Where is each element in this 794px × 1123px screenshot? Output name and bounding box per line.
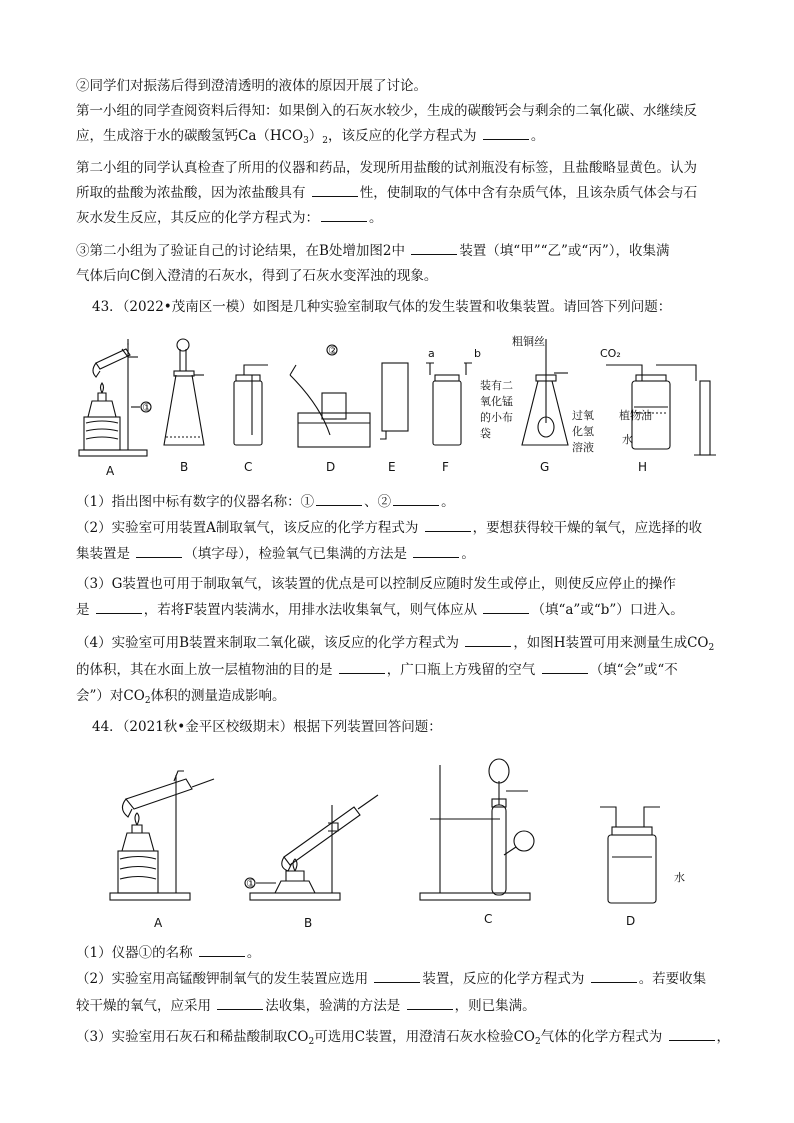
apparatus-E <box>380 363 408 439</box>
apparatus-44-A <box>110 771 214 900</box>
text-line: （2）实验室用高锰酸钾制氧气的发生装置应选用 装置，反应的化学方程式为 。若要收集 <box>76 971 707 987</box>
apparatus-44-B <box>245 795 378 900</box>
apparatus-44-D <box>600 807 660 903</box>
text-line: （3）G装置也可用于制取氧气，该装置的优点是可以控制反应随时发生或停止，则使反应停止的操作 <box>76 576 676 592</box>
label-bag: 的小布 <box>480 411 513 424</box>
answer-blank[interactable] <box>483 601 529 614</box>
text-line: 集装置是 （填字母），检验氧气已集满的方法是 。 <box>76 546 475 562</box>
port-b: b <box>474 347 481 360</box>
label-G: G <box>540 460 550 474</box>
text-line: （3）实验室用石灰石和稀盐酸制取$CO_2$可选用C装置，用澄清石灰水检验$CO_2$气体的化学方程式为 ， <box>76 1029 730 1047</box>
label-44-D: D <box>626 914 636 928</box>
label-bag: 装有二 <box>480 379 513 392</box>
text-line: （2）实验室可用装置A制取氧气，该反应的化学方程式为 ，要想获得较干燥的氧气，应选择的收 <box>76 520 703 536</box>
label-C: C <box>244 460 253 474</box>
text-line: 应，生成溶于水的碳酸氢钙$Ca(HCO_3)_2$，该反应的化学方程式为 。 <box>76 128 545 146</box>
label-bag: 袋 <box>480 427 491 440</box>
apparatus-G <box>522 339 568 445</box>
answer-blank[interactable] <box>542 661 588 674</box>
text-line: （1）仪器①的名称 。 <box>76 945 261 961</box>
text-line: 灰水发生反应，其反应的化学方程式为： 。 <box>76 210 383 226</box>
text-line: （4）实验室可用B装置来制取二氧化碳，该反应的化学方程式为 ，如图H装置可用来测量生成$CO_2$ <box>76 635 715 653</box>
apparatus-C <box>234 365 268 445</box>
answer-blank[interactable] <box>136 545 182 558</box>
label-B: B <box>180 460 189 474</box>
apparatus-A <box>79 339 151 456</box>
marker-2: ② <box>328 344 338 357</box>
text-line: 的体积，其在水面上放一层植物油的目的是 ，广口瓶上方残留的空气 （填“会”或“不 <box>76 662 678 678</box>
text-line: 第一小组的同学查阅资料后得知：如果倒入的石灰水较少，生成的碳酸钙会与剩余的二氧化碳、水继续反 <box>76 103 697 119</box>
label-F: F <box>442 460 449 474</box>
label-h2o2: 溶液 <box>572 441 594 454</box>
answer-blank[interactable] <box>199 944 245 957</box>
label-44-C: C <box>484 912 493 926</box>
answer-blank[interactable] <box>217 997 263 1010</box>
port-a: a <box>428 347 435 360</box>
text-line: 是 ，若将F装置内装满水，用排水法收集氧气，则气体应从 （填“a”或“b”）口进入。 <box>76 602 684 618</box>
label-H: H <box>638 460 648 474</box>
label-E: E <box>388 460 396 474</box>
answer-blank[interactable] <box>411 242 457 255</box>
answer-blank[interactable] <box>374 970 420 983</box>
answer-blank[interactable] <box>483 127 529 140</box>
text-line: 所取的盐酸为浓盐酸，因为浓盐酸具有 性，使制取的气体中含有杂质气体，且该杂质气体会与石 <box>76 185 698 201</box>
answer-blank[interactable] <box>96 601 142 614</box>
label-44-water: 水 <box>674 871 685 884</box>
label-h2o2: 过氧 <box>572 409 594 422</box>
label-D: D <box>326 460 336 474</box>
answer-blank[interactable] <box>312 184 358 197</box>
label-44-A: A <box>154 916 163 930</box>
text-line: （1）指出图中标有数字的仪器名称：① 、② 。 <box>76 494 455 510</box>
label-h2o2: 化氢 <box>572 425 594 438</box>
label-A: A <box>106 464 115 478</box>
label-44-B: B <box>304 916 313 930</box>
answer-blank[interactable] <box>316 493 362 506</box>
label-bag: 氧化锰 <box>480 395 513 408</box>
answer-blank[interactable] <box>413 545 459 558</box>
answer-blank[interactable] <box>393 493 439 506</box>
marker-1: ① <box>142 401 152 414</box>
marker-44-1: ① <box>246 877 256 890</box>
text-line: 第二小组的同学认真检查了所用的仪器和药品，发现所用盐酸的试剂瓶没有标签，且盐酸略显黄色。认为 <box>76 160 697 176</box>
answer-blank[interactable] <box>465 634 511 647</box>
figure-44-apparatus <box>100 745 700 935</box>
text-line: ③第二小组为了验证自己的讨论结果，在B处增加图2中 装置（填“甲”“乙”或“丙”），收集满 <box>76 243 670 259</box>
apparatus-44-C <box>420 759 534 900</box>
text-line: ②同学们对振荡后得到澄清透明的液体的原因开展了讨论。 <box>76 78 427 94</box>
label-water: 水 <box>622 433 633 446</box>
text-line: 较干燥的氧气，应采用 法收集，验满的方法是 ，则已集满。 <box>76 998 536 1014</box>
apparatus-F <box>426 363 472 445</box>
question-43-title: 43．（2022•茂南区一模）如图是几种实验室制取气体的发生装置和收集装置。请回答下列问题： <box>92 299 672 315</box>
label-co2: CO₂ <box>600 347 621 360</box>
apparatus-B <box>164 339 204 445</box>
answer-blank[interactable] <box>339 661 385 674</box>
answer-blank[interactable] <box>669 1028 715 1041</box>
label-copper-wire: 粗铜丝 <box>512 335 545 348</box>
answer-blank[interactable] <box>591 970 637 983</box>
answer-blank[interactable] <box>425 519 471 532</box>
apparatus-D <box>290 345 370 447</box>
figure-43-apparatus <box>76 335 736 485</box>
question-44-title: 44．（2021秋•金平区校级期末）根据下列装置回答问题： <box>92 719 442 735</box>
text-line: 会”）对$CO_2$体积的测量造成影响。 <box>76 688 286 706</box>
label-oil: 植物油 <box>619 409 652 422</box>
text-line: 气体后向C倒入澄清的石灰水，得到了石灰水变浑浊的现象。 <box>76 268 438 284</box>
answer-blank[interactable] <box>321 209 367 222</box>
answer-blank[interactable] <box>407 997 453 1010</box>
